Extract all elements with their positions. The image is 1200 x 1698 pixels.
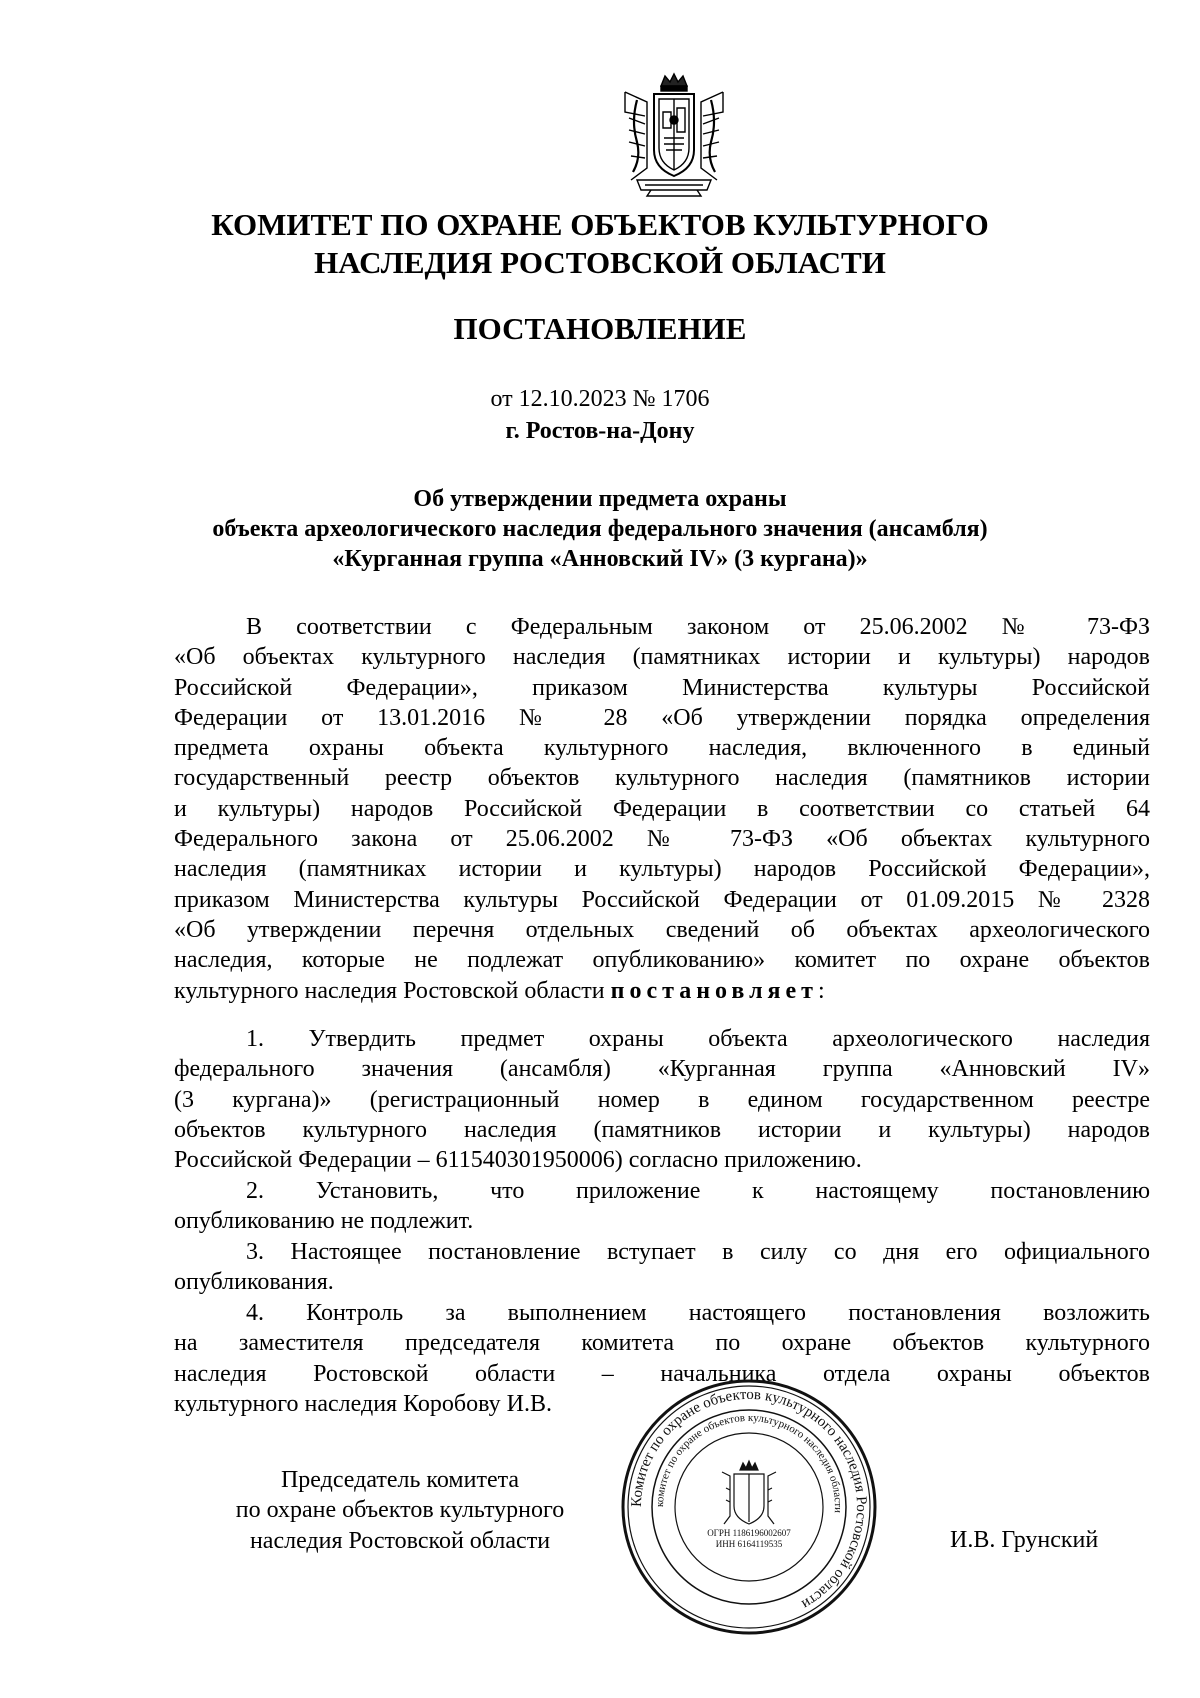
preamble-line: наследия (памятниках истории и культуры) народов Российской Федерации», [174, 856, 1150, 883]
document-city: г. Ростов-на-Дону [505, 418, 695, 444]
item-1-line: 1. Утвердить предмет охраны объекта археологического наследия [246, 1026, 1150, 1052]
item-4-line: наследия Ростовской области – начальника отдела охраны объектов [174, 1360, 1150, 1387]
signatory-name: И.В. Грунский [950, 1527, 1099, 1553]
document-date-number: от 12.10.2023 № 1706 [490, 386, 710, 412]
item-4-line: на заместителя председателя комитета по охране объектов культурного [174, 1330, 1150, 1357]
item-4-line: 4. Контроль за выполнением настоящего постановления возложить [246, 1300, 1150, 1326]
item-1-line: объектов культурного наследия (памятников истории и культуры) народов [174, 1116, 1150, 1143]
item-1-paragraph [174, 1024, 1150, 1175]
stamp-outer-text: Комитет по охране объектов культурного наследия Ростовской области [628, 1386, 870, 1613]
item-2-paragraph [174, 1176, 1150, 1237]
document-type: ПОСТАНОВЛЕНИЕ [453, 311, 747, 346]
preamble-colon: : [817, 977, 825, 1004]
item-1-line: федерального значения (ансамбля) «Курганная группа «Анновский IV» [174, 1056, 1150, 1083]
item-4-line: культурного наследия Коробову И.В. [174, 1390, 552, 1417]
item-2-line: 2. Установить, что приложение к настоящему постановлению [246, 1178, 1150, 1204]
signatory-position [190, 1465, 610, 1556]
preamble-line: предмета охраны объекта культурного наследия, включенного в единый [174, 735, 1150, 762]
preamble-line: государственный реестр объектов культурного наследия (памятников истории [174, 765, 1150, 792]
item-3-paragraph [174, 1237, 1150, 1298]
stamp-ogrn: ОГРН 1186196002607 [707, 1528, 791, 1538]
stamp-inner-text: комитет по охране объектов культурного наследия области [653, 1411, 845, 1514]
subject-line-2: объекта археологического наследия федерального значения (ансамбля) [212, 516, 988, 542]
preamble-line: и культуры) народов Российской Федерации в соответствии со статьей 64 [174, 795, 1150, 822]
preamble-line: «Об утверждении перечня отдельных сведений об объектах археологического [174, 916, 1150, 943]
preamble-line: «Об объектах культурного наследия (памятниках истории и культуры) народов [174, 644, 1150, 671]
preamble-line: Федерации от 13.01.2016 № 28 «Об утверждении порядка определения [174, 704, 1150, 731]
subject-line-1: Об утверждении предмета охраны [413, 486, 787, 512]
preamble-paragraph [174, 612, 1150, 1006]
preamble-line: приказом Министерства культуры Российской Федерации от 01.09.2015 № 2328 [174, 886, 1150, 913]
preamble-last-text: культурного наследия Ростовской области [174, 977, 611, 1004]
organization-name-line-2: НАСЛЕДИЯ РОСТОВСКОЙ ОБЛАСТИ [314, 245, 886, 280]
item-3-line: 3. Настоящее постановление вступает в силу со дня его официального [246, 1239, 1150, 1265]
signatory-position-line-1: Председатель комитета [280, 1467, 520, 1493]
official-round-seal-icon [618, 1376, 880, 1638]
preamble-line: В соответствии с Федеральным законом от 25.06.2002 № 73-ФЗ [246, 614, 1150, 640]
signatory-position-line-3: наследия Ростовской области [249, 1527, 551, 1554]
subject-line-3: «Курганная группа «Анновский IV» (3 кургана)» [332, 546, 868, 572]
preamble-line: наследия, которые не подлежат опубликованию» комитет по охране объектов [174, 947, 1150, 974]
item-2-line: опубликованию не подлежит. [174, 1208, 474, 1235]
decree-word: постановляет [610, 977, 818, 1004]
item-3-line: опубликования. [174, 1269, 334, 1296]
item-1-line: (3 кургана)» (регистрационный номер в едином государственном реестре [174, 1086, 1150, 1113]
signatory-position-line-2: по охране объектов культурного [235, 1497, 565, 1524]
item-1-line: Российской Федерации – 611540301950006) согласно приложению. [174, 1147, 862, 1174]
preamble-line: Федерального закона от 25.06.2002 № 73-ФЗ «Об объектах культурного [174, 826, 1150, 853]
rostov-oblast-coat-of-arms-icon [617, 72, 731, 198]
stamp-inn: ИНН 6164119535 [715, 1539, 783, 1549]
preamble-line: Российской Федерации», приказом Министерства культуры Российской [174, 674, 1150, 701]
preamble-last-line [174, 976, 1150, 1006]
organization-name-line-1: КОМИТЕТ ПО ОХРАНЕ ОБЪЕКТОВ КУЛЬТУРНОГО [211, 207, 989, 242]
